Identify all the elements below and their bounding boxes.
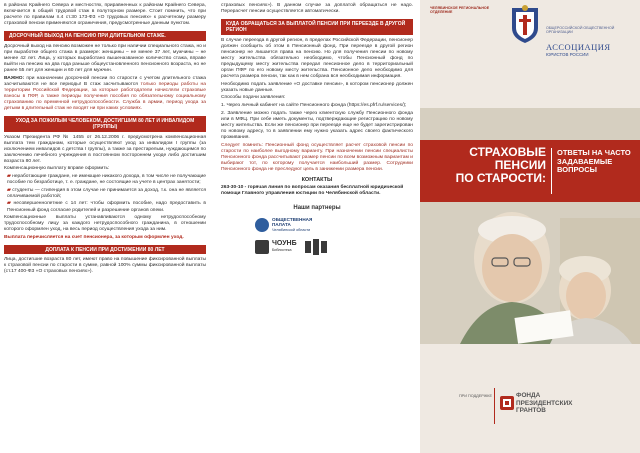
library-icon: [255, 240, 269, 254]
partner-public-chamber-text: [272, 217, 312, 233]
important-text: при назначении досрочной пенсии по старости с учетом длительного стажа засчитываются не все периоды! В стаж засчитываются: [4, 75, 206, 87]
section-heading-early-retirement: ДОСРОЧНЫЙ ВЫХОД НА ПЕНСИЮ ПРИ ДЛИТЕЛЬНОМ СТАЖЕ.: [4, 31, 206, 40]
partner-line: ПАЛАТА: [272, 222, 291, 228]
partner-library-text: [272, 240, 297, 253]
relocation-paragraph: В случае переезда в другой регион, в пределах Российской Федерации, пенсионер должен сообщить об этом в Пенсионный фонд. При переезде в другой регион пенсионер не лишается права на пенсию. Но для получения пенсии по новому месту жительства обязательно необходимо, чтобы Пенсионный фонд по предыдущему месту жительства передал пенсионное дело в территориальный орган ПФР по его новому месту жительства. Пенсионное дело необходимо для расчета размера пенсии, так как в нем собрана вся необходимая информация.: [221, 37, 413, 80]
partner-line: Челябинской области: [272, 227, 311, 232]
section-heading-elder-care: УХОД ЗА ПОЖИЛЫМ ЧЕЛОВЕКОМ, ДОСТИГШИМ 80 ЛЕТ И ИНВАЛИДОМ (ГРУППЫ): [4, 116, 206, 131]
payment-intro: Компенсационную выплату вправе оформить:: [4, 166, 110, 172]
cover-title-line: ПЕНСИИ: [494, 158, 546, 172]
bullet-text: студенты — стипендия в этом случае не принимается за доход, т.к. она не является оплачиваемой работой;: [7, 187, 206, 199]
fund-line: ФОНДА: [516, 392, 541, 399]
support-divider: [494, 388, 495, 424]
reminder-paragraph: [221, 143, 413, 173]
partner-line: Библиотека: [272, 248, 292, 253]
presidential-grants-icon: [500, 396, 514, 410]
org-top-label: ЧЕЛЯБИНСКОЕ РЕГИОНАЛЬНОЕ ОТДЕЛЕНИЕ: [430, 6, 490, 15]
bullet-item: [4, 201, 206, 213]
contacts-phone: 263-30-10: [221, 185, 244, 191]
partner-third-logo: [305, 239, 331, 255]
partner-third-icon: [305, 239, 331, 255]
cover-title-line: СТРАХОВЫЕ: [469, 145, 546, 159]
org-association-label: АССОЦИАЦИЯ: [546, 42, 611, 52]
bullet-mark-icon: ▰: [7, 187, 13, 193]
elder-care-paragraph: Указом Президента РФ № 1455 от 26.12.2006 г. предусмотрена компенсационная выплата тем гражданам, которые осуществляют уход за инвалидом I группы (за исключением инвалидов с детства I группы), а также за престарелым, нуждающимся по заключению лечебного учреждения в постоянном постороннем уходе либо достигшим возраста 80 лет.: [4, 134, 206, 164]
application-paragraph: Необходимо подать заявление «О доставке пенсии», в котором пенсионер должен указать новые данные.: [221, 81, 413, 93]
continuation-paragraph: страховых пенсиях»). В данном случае за доплатой обращаться не надо. Перерасчет пенсии осуществляется автоматически.: [221, 3, 413, 15]
contacts-heading: КОНТАКТЫ: [301, 177, 333, 184]
bullet-mark-icon: ▰: [7, 174, 13, 180]
section-heading-relocation: КУДА ОБРАЩАТЬСЯ ЗА ВЫПЛАТОЙ ПЕНСИИ ПРИ ПЕРЕЕЗДЕ В ДРУГОЙ РЕГИОН: [221, 19, 413, 34]
partners-heading: Наши партнеры: [293, 205, 341, 212]
reminder-label: Следует помнить:: [221, 142, 263, 148]
partner-public-chamber-logo: [255, 217, 312, 233]
partner-logo-row: [255, 217, 413, 233]
cover-title-line: ПО СТАРОСТИ:: [455, 171, 546, 185]
section-heading-80-years: ДОПЛАТА К ПЕНСИИ ПРИ ДОСТИЖЕНИИ 80 ЛЕТ: [4, 245, 206, 254]
cover-subtitle: ОТВЕТЫ НА ЧАСТО ЗАДАВАЕМЫЕ ВОПРОСЫ: [557, 148, 631, 175]
reminder-text: Пенсионный фонд осуществляет расчет страховой пенсии по старости по наиболее выгодному варианту. При назначении пенсии специалисты Пенсионного фонда рассчитывают размер пенсии по всем возможным вариантам и выбирают тот, по которому получается наибольший размер. Сотрудники Пенсионного фонда не преследуют цель в занижении размера пенсии.: [221, 142, 413, 172]
fund-line: ГРАНТОВ: [516, 407, 546, 415]
org-lawyers-label: ЮРИСТОВ РОССИИ: [546, 52, 589, 57]
association-emblem-icon: [508, 4, 542, 44]
middle-panel: [213, 0, 419, 453]
important-paragraph: [4, 76, 206, 113]
payment-note: Выплата перечисляется на счет пенсионера, за которым оформлен уход.: [4, 234, 184, 240]
partner-line: ЧОУНБ: [272, 240, 297, 248]
bullet-item: [4, 188, 206, 200]
partner-library-logo: [255, 240, 297, 254]
org-main-label: ОБЩЕРОССИЙСКОЙ ОБЩЕСТВЕННОЙ ОРГАНИЗАЦИИ: [546, 26, 615, 35]
left-panel: [0, 0, 212, 453]
bullet-mark-icon: ▰: [7, 201, 14, 207]
partner-logo-row: [255, 239, 413, 255]
public-chamber-icon: [255, 218, 269, 232]
payment-paragraph: Компенсационные выплаты устанавливаются одному нетрудоспособному трудоспособному лицу за каждого нетрудоспособного гражданина, в отношении которого оформлен уход, на весь период осуществления ухода за ним.: [4, 215, 206, 233]
bullet-text: несовершеннолетние с 14 лет: чтобы оформить пособие, надо предоставить в Пенсионный фонд согласие родителей и разрешение органов опеки.: [7, 201, 207, 213]
contacts-text: [221, 185, 413, 197]
bullet-item: [4, 174, 206, 186]
presidential-grants-fund: [516, 392, 636, 415]
important-highlight: только периоды работы на территории Российской Федерации, за которые работодатели начисляли страховые взносы в ПФР, а также периоды получения пособия по обязательному социальному страхованию по временной нетрудоспособности. Служба в армии, период ухода за детьми в длительный стаж не входят ни при каких условиях.: [4, 81, 206, 112]
method-1: 1. Через личный кабинет на сайте Пенсионного фонда (https://es.pfrf.ru/services/);: [221, 103, 407, 109]
cover-panel: [420, 0, 640, 453]
support-label: ПРИ ПОДДЕРЖКЕ: [458, 394, 492, 398]
partner-line: ОБЩЕСТВЕННАЯ: [272, 217, 313, 223]
fund-line: ПРЕЗИДЕНТСКИХ: [516, 399, 573, 407]
bullet-text: неработающие граждане, не имеющие никакого дохода, в том числе не получающие пособие по безработице, т. е. граждане, не состоящие на учете в центрах занятости;: [7, 174, 206, 186]
methods-label: Способы подачи заявления:: [221, 95, 286, 101]
cover-title: [424, 146, 546, 185]
contacts-description: - горячая линия по вопросам оказания бесплатной юридической помощи Главного управления юстиции по Челябинской области.: [221, 185, 404, 197]
important-label: ВАЖНО:: [4, 75, 25, 81]
method-2: 2. Заявление можно подать также через клиентскую службу Пенсионного фонда или в МФЦ. При себе иметь документы, подтверждающие регистрацию по новому месту жительства. Если же пенсионер при переезде еще не будет зарегистрирован по новому адресу, то в заявлении ему нужно указать адрес своего фактического проживания.: [221, 110, 413, 140]
title-divider: [551, 148, 552, 194]
80-years-paragraph: Лица, достигшие возраста 80 лет, имеют право на повышение фиксированной выплаты к страховой пенсии по старости в сумме, равной 100% суммы фиксированной выплаты (ст.17 400-ФЗ «О страховых пенсиях»).: [4, 257, 206, 275]
intro-paragraph: в районах Крайнего Севера и местностях, приравненных к районам Крайнего Севера, включается в общий трудовой стаж в полуторном размере. Стоит помнить, что при расчете по правилам п.4 ст.30 173-ФЗ «О трудовых пенсиях» к расчетному размеру страховой пенсии применяются ограничения, предусмотренные данным пунктом.: [4, 3, 206, 27]
early-retirement-paragraph: Досрочный выход на пенсию возможен не только при наличии специального стажа, но и при выработке общего стажа в размере: женщины – не менее 37 лет, мужчины – не менее 42 лет. Лица, у которых выработано вышеназванное количество стажа, вправе выйти на пенсию на два года раньше общеустановленного пенсионного возраста, но не ранее 55 лет для женщин и 60 лет для мужчин.: [4, 43, 206, 73]
